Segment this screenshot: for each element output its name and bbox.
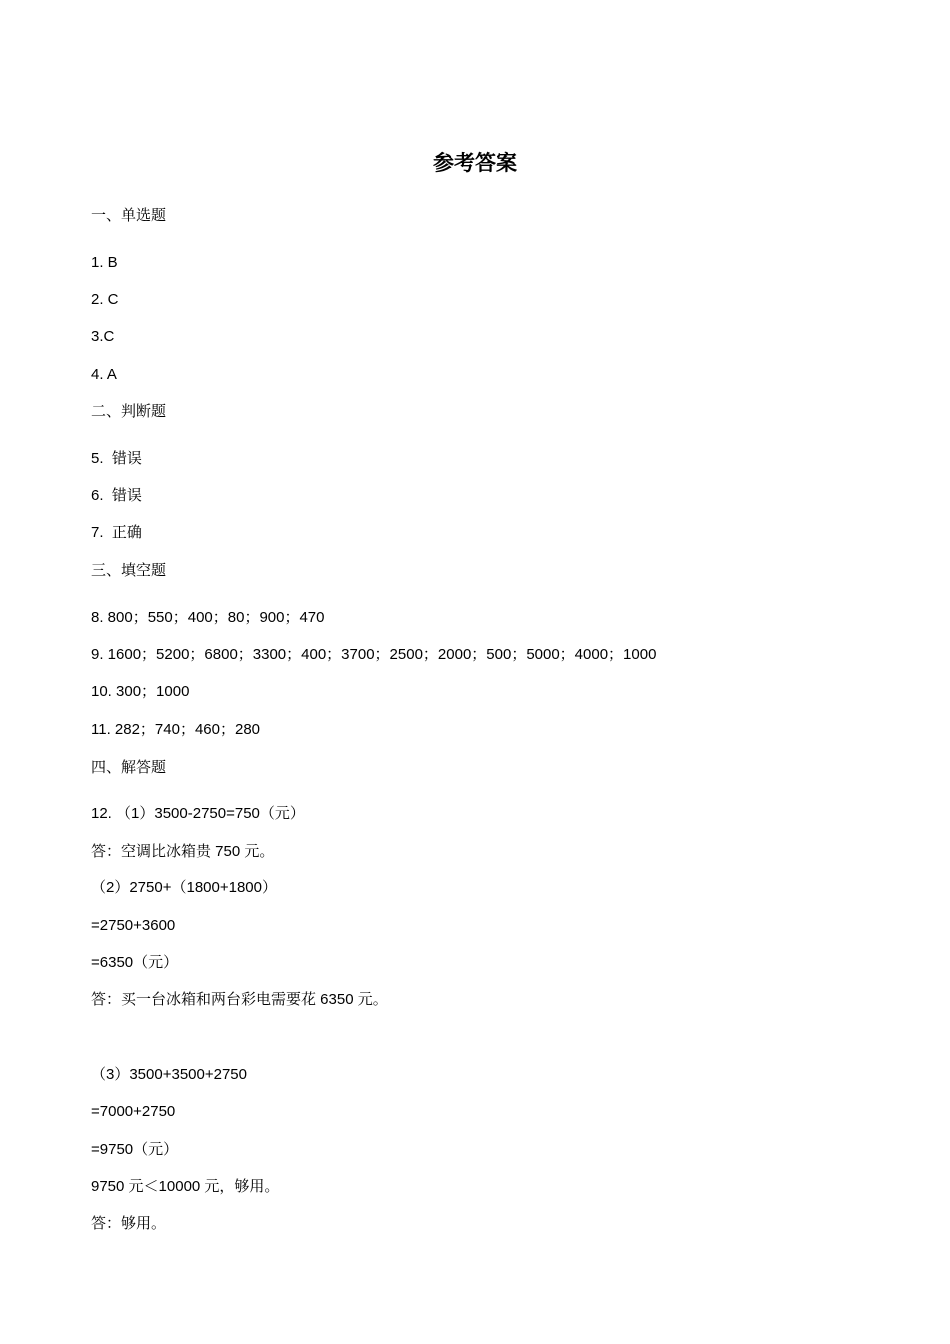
q12-line-3: （2）2750+（1800+1800） [91, 879, 277, 896]
q12-line-8: =7000+2750 [91, 1103, 176, 1120]
answer-9: 9. 1600；5200；6800；3300；400；3700；2500；2000；500；5000；4000；1000 [91, 646, 657, 663]
section-heading-true-false: 二、判断题 [91, 402, 167, 420]
answer-1: 1. B [91, 254, 118, 271]
q12-line-5: =6350（元） [91, 954, 179, 971]
q12-line-9: =9750（元） [91, 1141, 179, 1158]
q12-line-7: （3）3500+3500+2750 [91, 1066, 247, 1083]
answer-10: 10. 300；1000 [91, 683, 190, 700]
answer-5: 5. 错误 [91, 450, 142, 467]
section-heading-fill-blank: 三、填空题 [91, 561, 167, 579]
answer-7: 7. 正确 [91, 524, 142, 541]
answer-4: 4. A [91, 366, 117, 383]
answer-3: 3.C [91, 328, 115, 345]
q12-line-6: 答：买一台冰箱和两台彩电需要花 6350 元。 [91, 991, 388, 1008]
answer-6: 6. 错误 [91, 487, 142, 504]
section-heading-solution: 四、解答题 [91, 758, 167, 776]
q12-line-11: 答：够用。 [91, 1215, 167, 1232]
answer-2: 2. C [91, 291, 119, 308]
answer-11: 11. 282；740；460；280 [91, 721, 261, 738]
q12-line-4: =2750+3600 [91, 917, 176, 934]
page-title: 参考答案 [433, 151, 517, 175]
q12-line-1: 12. （1）3500-2750=750（元） [91, 805, 305, 822]
q12-line-2: 答：空调比冰箱贵 750 元。 [91, 843, 275, 860]
q12-line-10: 9750 元＜10000 元，够用。 [91, 1178, 280, 1195]
answer-8: 8. 800；550；400；80；900；470 [91, 609, 325, 626]
section-heading-single-choice: 一、单选题 [91, 206, 167, 224]
